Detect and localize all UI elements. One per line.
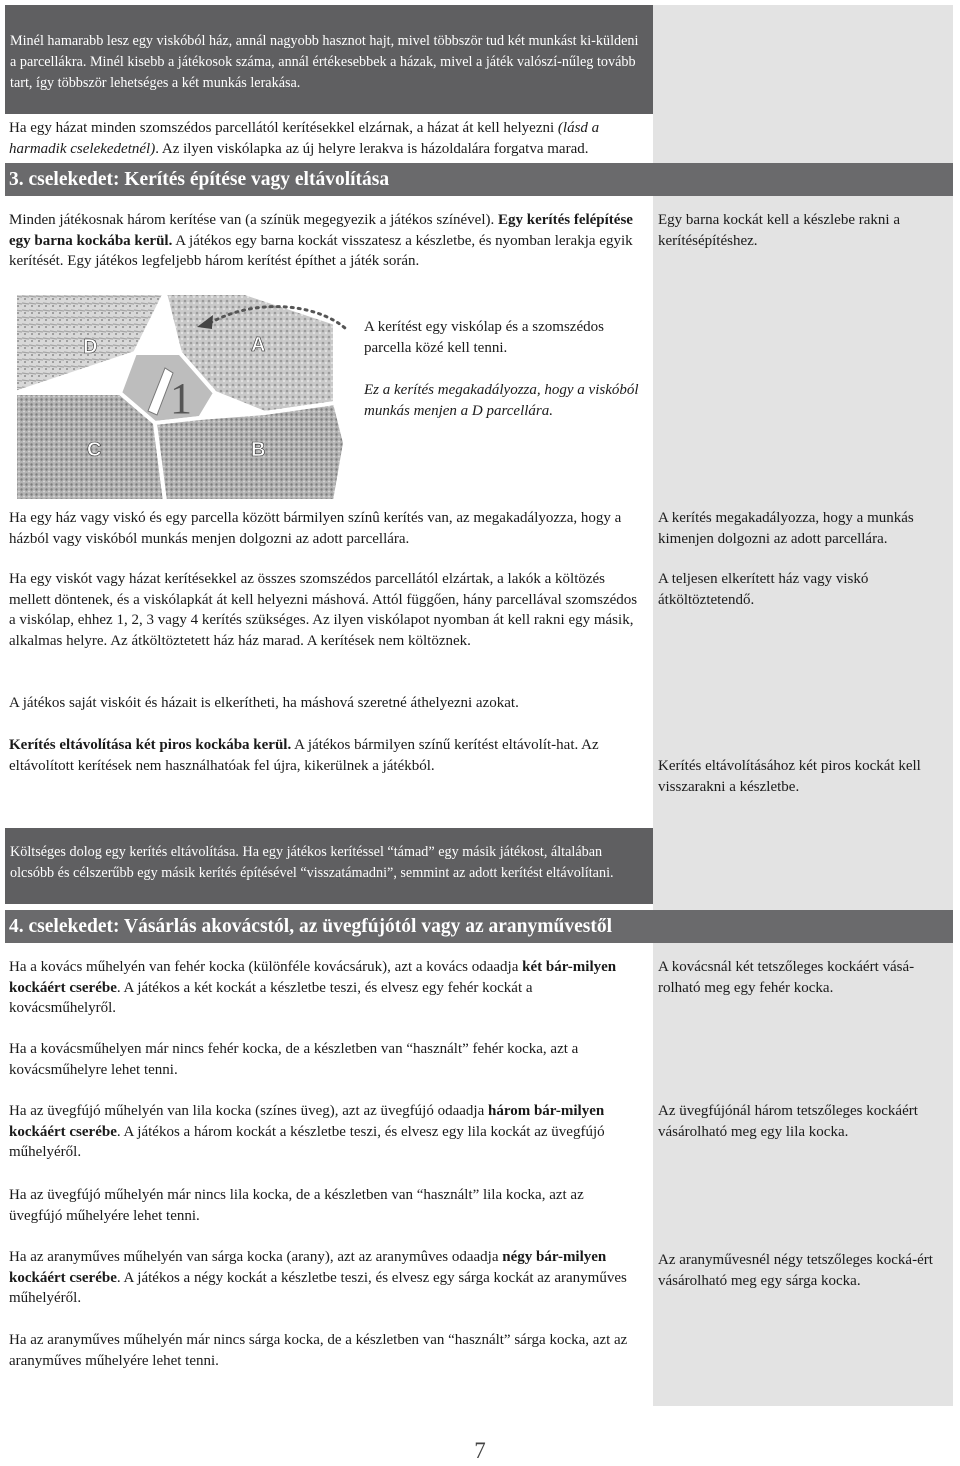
label-c: C xyxy=(87,439,102,461)
section-4-paragraph-3 xyxy=(9,1101,639,1163)
s3p1-a: Minden játékosnak három kerítése van (a színük megegyezik a játékos színével). xyxy=(9,212,498,228)
fence-illustration xyxy=(15,293,350,501)
s3p5-b: A játékos bármilyen színű kerítést eltávolít-hat. Az eltávolított kerítések nem használhatóak fel újra, kikerülnek a játékból. xyxy=(9,737,599,774)
s4p5-a: Ha az aranyműves műhelyén van sárga kocka (arany), azt az aranymûves odaadja xyxy=(9,1249,503,1265)
intro-text-italic: (lásd a harmadik cselekedetnél) xyxy=(9,120,600,157)
label-b: B xyxy=(251,439,266,461)
hex-tiles-image xyxy=(15,293,350,501)
sidebar-note-relocate: A teljesen elkerített ház vagy viskó átköltöztetendő. xyxy=(658,571,869,608)
tip-box-top xyxy=(5,5,653,114)
sidebar-note-blacksmith: A kovácsnál két tetszőleges kockáért vásá-rolható meg egy fehér kocka. xyxy=(658,959,915,996)
s4p3-a: Ha az üvegfújó műhelyén van lila kocka (színes üveg), azt az üvegfújó odaadja xyxy=(9,1103,488,1119)
sidebar-note-brown-cube: Egy barna kockát kell a készlebe rakni a kerítésépítéshez. xyxy=(658,212,900,249)
tile-number-label: 1 xyxy=(170,374,192,423)
section-4-paragraph-1 xyxy=(9,957,639,1019)
s3p5-a: Kerítés eltávolítása két piros kockába kerül. xyxy=(9,737,292,753)
sidebar-note-glassblower: Az üvegfújónál három tetszőleges kockáért vásárolható meg egy lila kocka. xyxy=(658,1103,918,1140)
section-3-heading: 3. cselekedet: Kerítés építése vagy eltávolítása xyxy=(5,163,953,196)
sidebar-note-remove-fence: Kerítés eltávolításához két piros kockát kell visszarakni a készletbe. xyxy=(658,758,921,795)
sidebar-note-goldsmith: Az aranyművesnél négy tetszőleges kocká-ért vásárolható meg egy sárga kocka. xyxy=(658,1252,933,1289)
section-3-paragraph-5 xyxy=(9,735,639,776)
s4p3-c: . A játékos a három kockát a készletbe teszi, és elvesz egy lila kockát az üvegfújó műhelyéről. xyxy=(9,1123,605,1161)
s4p5-c: . A játékos a négy kockát a készletbe teszi, és elvesz egy sárga kockát az aranyműves műhelyéről. xyxy=(9,1269,627,1307)
label-a: A xyxy=(251,334,266,356)
tip-box-top-text: Minél hamarabb lesz egy viskóból ház, annál nagyobb hasznot hajt, mivel többször tud két munkást ki-küldeni a parcellákra. Minél kisebb a játékosok száma, annál értékesebbek a házak, mivel a játék valószí-nűleg tovább tart, így többször lehetséges a két munkás lerakása. xyxy=(10,33,639,91)
intro-paragraph xyxy=(9,118,639,159)
section-3-paragraph-3: Ha egy viskót vagy házat kerítésekkel az összes szomszédos parcellától elzártak, a lakók a költözés mellett döntenek, és a viskólapkát át kell helyezni máshová. Attól függően, hány parcellával szomszédos a viskólap, ehhez 1, 2, 3 vagy 4 kerítés szükséges. Az ilyen viskólapot nyomban át kell rakni egy másik, alkalmas helyre. Az átköltöztetett ház ház marad. A kerítések nem költöznek. xyxy=(9,571,638,649)
figure-caption-1: A kerítést egy viskólap és a szomszédos parcella közé kell tenni. xyxy=(364,319,604,356)
s3p1-c: A játékos egy barna kockát visszatesz a készletbe, és nyomban lerakja egyik kerítését. Egy játékos legfeljebb három kerítést építhet a játék során. xyxy=(9,232,633,270)
section-3-paragraph-1 xyxy=(9,210,639,272)
section-3-paragraph-4: A játékos saját viskóit és házait is elkerítheti, ha máshová szeretné áthelyezni azokat. xyxy=(9,695,519,711)
s4p1-b: két bár-milyen kockáért cserébe xyxy=(9,959,617,996)
tip-box-middle-text: Költséges dolog egy kerítés eltávolítása. Ha egy játékos kerítéssel “támad” egy másik játékost, általában olcsóbb és célszerűbb egy másik kerítés építésével “visszatámadni”, semmint az adott kerítést eltávolítani. xyxy=(10,844,614,881)
intro-text-1: Ha egy házat minden szomszédos parcellától kerítésekkel elzárnak, a házat át kell helyezni xyxy=(9,120,558,136)
s4p5-b: négy bár-milyen kockáért cserébe xyxy=(9,1249,607,1286)
section-3-paragraph-2: Ha egy ház vagy viskó és egy parcella között bármilyen színû kerítés van, az megakadályozza, hogy a házból vagy viskóból munkás menjen dolgozni az adott parcellára. xyxy=(9,510,622,547)
figure-caption-2-text: Ez a kerítés megakadályozza, hogy a viskóból munkás menjen a D parcellára. xyxy=(364,382,639,419)
sidebar-note-fence-blocks: A kerítés megakadályozza, hogy a munkás kimenjen dolgozni az adott parcellára. xyxy=(658,510,914,547)
s4p1-c: . A játékos a két kockát a készletbe teszi, és elvesz egy fehér kockát a kovácsműhelyről. xyxy=(9,979,533,1017)
section-4-paragraph-6: Ha az aranyműves műhelyén már nincs sárga kocka, de a készletben van “használt” sárga kocka, azt az aranyműves műhelyére lehet tenni. xyxy=(9,1332,628,1369)
s4p3-b: három bár-milyen kockáért cserébe xyxy=(9,1103,605,1140)
intro-text-3: . Az ilyen viskólapka az új helyre lerakva is házoldalára forgatva marad. xyxy=(155,140,589,157)
section-4-paragraph-5 xyxy=(9,1247,639,1309)
section-4-paragraph-2: Ha a kovácsműhelyen már nincs fehér kocka, de a készletben van “használt” fehér kocka, azt a kovácsműhelyre lehet tenni. xyxy=(9,1041,579,1078)
tip-box-middle xyxy=(5,828,653,904)
s4p1-a: Ha a kovács műhelyén van fehér kocka (különféle kovácsáruk), azt a kovács odaadja xyxy=(9,959,523,975)
figure-caption-2 xyxy=(364,380,654,421)
section-4-heading: 4. cselekedet: Vásárlás akovácstól, az üvegfújótól vagy az aranyművestől xyxy=(5,910,953,943)
s3p1-b: Egy kerítés felépítése egy barna kockába kerül. xyxy=(9,212,633,249)
label-d: D xyxy=(83,336,98,358)
page-number: 7 xyxy=(474,1438,486,1463)
section-4-paragraph-4: Ha az üvegfújó műhelyén már nincs lila kocka, de a készletben van “használt” lila kocka, azt az üvegfújó műhelyére lehet tenni. xyxy=(9,1187,584,1224)
